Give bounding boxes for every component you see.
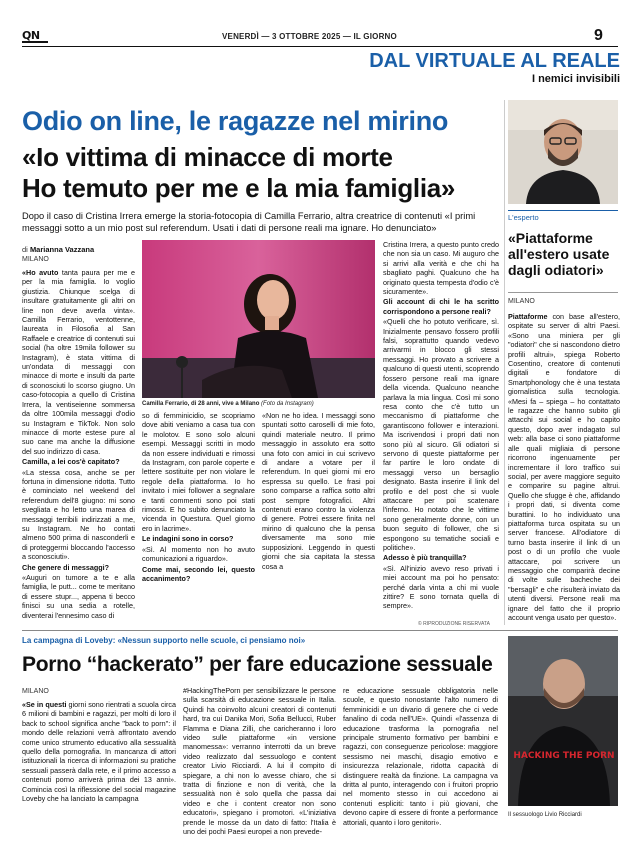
paragraph-text: so di femminicidio, se scopriamo dove abiti veniamo a casa tua con le molotov. E sono solo alcuni esempi. Messaggi scritti in modo da non essere individuati e rimossi da Instagram, con parole coperte e lettere sostituite per non violare le regole della piattaforma. Io ho invitato i miei follower a segnalare e tanti commenti sono poi stati rimossi. E ho subito denunciato la vicenda in Questura. Quel giorno ero in lacrime». (142, 411, 255, 533)
interview-question: Camilla, a lei cos'è capitato? (22, 457, 120, 467)
paragraph-text: tanta paura per me e per la mia famiglia. Io voglio giustizia. Chiunque scelga di insultare gratuitamente gli altri on line non deve averla vinta». Camilla Ferrario, ventottenne, laureata in Filosofia al San Raffaele e creatrice di contenuti sui social (ha oltre 19mila follower su Instagram), è stata vittima di un'ondata di messaggi con minacce di morte e insulti da parte di sconosciuti lo scorso giugno. Un caso-fotocopia a quello di Cristina Irrera, la ventiseienne sommersa da oltre 100mila messaggi d'odio su Instagram e TikTok. Non solo minacce di morte estese pure al suo cane ma anche la diffusione del suo indirizzo di casa. (22, 268, 135, 456)
article-title-line1: «Io vittima di minacce di morte (22, 142, 393, 172)
article-title (22, 142, 512, 204)
photo-credit: (Foto da Instagram) (261, 401, 314, 407)
article-column-3 (262, 411, 375, 572)
byline-prefix: di (22, 245, 28, 254)
expert-head-rule (508, 292, 618, 293)
interview-question: Le indagini sono in corso? (142, 534, 234, 544)
sexologist-caption: Il sessuologo Livio Ricciardi (508, 812, 582, 818)
paragraph-text: giorni sono rientrati a scuola circa 6 milioni di bambini e ragazzi, per molti di loro il back to school significa anche "back to porn": il mondo delle relazioni verrà affrontato avendo come unico strumento educativo alla sessualità quello della pornografia. In mancanza di attori istituzionali la ricerca di informazioni su pratiche sessuali passerà dalla rete, e il primo accesso a contenuti porno arriverà prima dei 13 anni». Comincia così la riflessione del social magazine Loveby che ha lanciato la campagna (22, 700, 176, 804)
sexologist-portrait-image (508, 636, 618, 806)
paragraph (183, 686, 336, 837)
paragraph-text: re educazione sessuale obbligatoria nelle scuole, e questo nonostante l'alto numero di femminicidi e un divario di genere che ci vede fanalino di coda nell'UE». Quindi «l'assenza di educazione trasforma la pornografia nel principale strumento formativo per bambini e ragazzi, con conseguenze pericolose: maggiore sessismo nei maschi, disagio emotivo e insicurezza relazionale, ridotta capacità di distinguere realtà da finzione. La campagna va dritta al punto, interagendo con i fruitori proprio nel momento stesso in cui accedono ai contenuti espliciti: tanto i più giovani, che devono capire di essere di fronte a performance attoriali, quanto i loro genitori». (343, 686, 498, 827)
column-divider (504, 100, 505, 625)
dateline: VENERDÌ — 3 OTTOBRE 2025 — IL GIORNO (222, 32, 397, 41)
paragraph-lead: «Se in questi (22, 700, 67, 709)
page-number: 9 (594, 27, 603, 44)
paragraph (383, 564, 499, 611)
expert-photo (508, 100, 618, 204)
tshirt-text: HACKING THE PORN (513, 751, 615, 761)
second-article-column-3 (343, 686, 498, 828)
expert-tag: L'esperto (508, 213, 539, 222)
second-article-city: MILANO (22, 688, 49, 695)
article-title-line2: Ho temuto per me e la mia famiglia» (22, 173, 456, 203)
paragraph-text: «La stessa cosa, anche se per fortuna in dimensione ridotta. Tutto è cominciato nel weekend del referendum dell'8 giugno: mi sono svegliata e ho letto una marea di messaggi terribili indirizzati a me, su Instagram. Ne ho contati almeno 500 prima di nasconderli e di proteggermi bloccando l'accesso a sconosciuti». (22, 467, 135, 562)
article-city: MILANO (22, 256, 49, 263)
expert-headline: «Piattaforme all'estero usate dagli odiatori» (508, 230, 610, 278)
paragraph-lead: Piattaforme (508, 312, 548, 321)
second-article-column-1 (22, 700, 176, 804)
expert-rule (508, 210, 618, 211)
paragraph (22, 573, 135, 620)
interview-question: Che genere di messaggi? (22, 562, 110, 572)
paragraph (508, 312, 620, 622)
paragraph (22, 468, 135, 562)
expert-body (508, 312, 620, 623)
article-column-4 (383, 240, 499, 612)
paragraph (343, 686, 498, 827)
paragraph (22, 700, 176, 803)
header-rule (22, 46, 618, 47)
second-article-column-2 (183, 686, 336, 838)
section-divider (22, 630, 618, 631)
section-title: DAL VIRTUALE AL REALE (369, 50, 620, 72)
sexologist-photo (508, 636, 618, 806)
paragraph-lead: «Ho avuto (22, 268, 59, 277)
newspaper-logo: QN (22, 30, 48, 43)
second-article-title: Porno “hackerato” per fare educazione sessuale (22, 653, 493, 676)
paragraph-text: «Sì. All'inizio avevo reso privati i miei account ma poi ho pensato: perché darla vinta a chi mi vuole zittire? E sono tornata quella di sempre». (383, 563, 499, 611)
camilla-portrait-image (142, 240, 375, 398)
article-photo (142, 240, 375, 398)
paragraph (383, 317, 499, 552)
paragraph-text: «Quelli che ho potuto verificare, sì. Inizialmente pensavo fossero profili falsi, soprattutto quando vedevo arrivarmi in blocco gli stessi messaggi. Ho provato a scrivere a qualcuno di questi utenti, scoprendo fossero persone reali ma ignare della vicenda. Qualcuno neanche parlava la mia lingua. Così mi sono resa conto che c'è tutto un meccanismo di piattaforme che garantiscono follower e interazioni. Ma iscrivendosi i propri dati non sono più al sicuro. Gli odiatori si servono di queste piattaforme per far partire le loro ondate di messaggi verso un bersaglio designato. Basta inserire il link del profilo e del post che si vuole attaccare per poi scatenare l'inferno. Ho notato che le vittime sono generalmente donne, con un buon seguito di follower, che si espongono su tematiche sociali e politiche». (383, 317, 499, 552)
paragraph (22, 268, 135, 456)
article-column-2 (142, 411, 255, 584)
byline (22, 245, 94, 254)
second-article-kicker: La campagna di Loveby: «Nessun supporto nelle scuole, ci pensiamo noi» (22, 636, 306, 645)
article-summary: Dopo il caso di Cristina Irrera emerge la storia-fotocopia di Camilla Ferrario, altra creatrice di contenuti «I primi messaggi sotto a un mio post sul referendum. Usati i dati di persone reali ma ignare. Ho denunciato» (22, 211, 476, 233)
paragraph-text: con base all'estero, ospitate su server di altri Paesi. «Sono una miniera per gli "odiatori" che si nascondono dietro profili altrui», spiega Roberto Cosentino, creatore di contenuti digitali e fondatore di Smartphonology che è una testata giornalistica sulla tecnologia. «Mesi fa – spiega – ho contattato le ragazze che hanno subito gli attacchi sui social e ho capito questo, dopo aver indagato sul web: alla base ci sono piattaforme alle quali migliaia di persone ricorrono ingenuamente per incrementare il loro traffico sui social, per avere maggiore seguito e comparire su pagine altrui. Quello che sfugge è che, affidando i propri dati, si diventa come burattini. Io ho individuato una piattaforma turca ospitata su un server francese. All'odiatore di turno basta inserire il link di un post o di un profilo che vuole attaccare, poi scrivere un messaggio che comparirà decine di volte sulle bacheche dei "bersagli" e che risulterà inviato da utenti diversi. Persone reali ma ignare del fatto che il proprio account venga usato per questo». (508, 312, 620, 622)
article-column-1 (22, 268, 135, 621)
paragraph-text: «Auguri on tumore a te e alla famiglia, le putt... come te meritano di essere stupr..., appena ti becco finisci su una sedia a rotelle, diventerai l'ennesimo caso di (22, 573, 135, 620)
paragraph-text: «Non ne ho idea. I messaggi sono spuntati sotto caroselli di mie foto, quindi materiale neutro. Il primo messaggio in assoluto era sotto una foto con amici in cui scrivevo di andare a votare per il referendum. In quei giorni mi ero espressa su quello. Le frasi poi sono comparse a raffica sotto altri post sempre fotografici. Altri contenuti erano contro la violenza di genere. Potrei essere finita nel mirino di qualcuno che la pensa diversamente ma sono mie supposizioni. Leggendo in questi giorni che sia capitata la stessa cosa a (262, 411, 375, 571)
reproduction-notice: © RIPRODUZIONE RISERVATA (418, 621, 490, 627)
photo-caption (142, 401, 314, 407)
expert-portrait-image (508, 100, 618, 204)
interview-question: Adesso è più tranquilla? (383, 553, 467, 563)
interview-question: Come mai, secondo lei, questo accanimento? (142, 564, 255, 583)
expert-city: MILANO (508, 298, 535, 305)
paragraph (142, 545, 255, 564)
paragraph (383, 240, 499, 296)
interview-question: Gli account di chi le ha scritto corrispondono a persone reali? (383, 297, 499, 316)
byline-author: Marianna Vazzana (29, 245, 95, 254)
paragraph-text: #HackingThePorn per sensibilizzare le persone sulla scarsità di educazione sessuale in Italia. Quindi ha coinvolto alcuni creatori di contenuti hard, tra cui Danika Mori, Sofia Bellucci, Ruber Flamma e Diana Zilli, che caricheranno i loro video sulle piattaforme «in versione manomessa»: verranno interrotti da un breve video realizzato dal sessuologo e content creator Livio Ricciardi. A lui il compito di spiegare, a chi non lo avesse chiaro, che si tratta di finzione e non di verità, che la sessualità non è solo quella che passa dai video e che i content creator non sono educatori», spiegano i promotori. «L'iniziativa prende le mosse da un dato di fatto: l'Italia è uno dei pochi Paesi europei a non prevede- (183, 686, 336, 837)
article-kicker: Odio on line, le ragazze nel mirino (22, 106, 449, 136)
paragraph (142, 411, 255, 533)
paragraph (262, 411, 375, 571)
paragraph-text: Cristina Irrera, a questo punto credo che non sia un caso. Mi auguro che si arrivi alla verità e che chi ha sbagliato paghi. Qualcuno che ha originato questa tempesta d'odio c'è sicuramente». (383, 240, 499, 297)
photo-caption-text: Camilla Ferrario, di 28 anni, vive a Milano (142, 401, 260, 407)
paragraph-text: «Sì. Al momento non ho avuto comunicazioni a riguardo». (142, 544, 255, 564)
section-subtitle: I nemici invisibili (531, 73, 620, 85)
